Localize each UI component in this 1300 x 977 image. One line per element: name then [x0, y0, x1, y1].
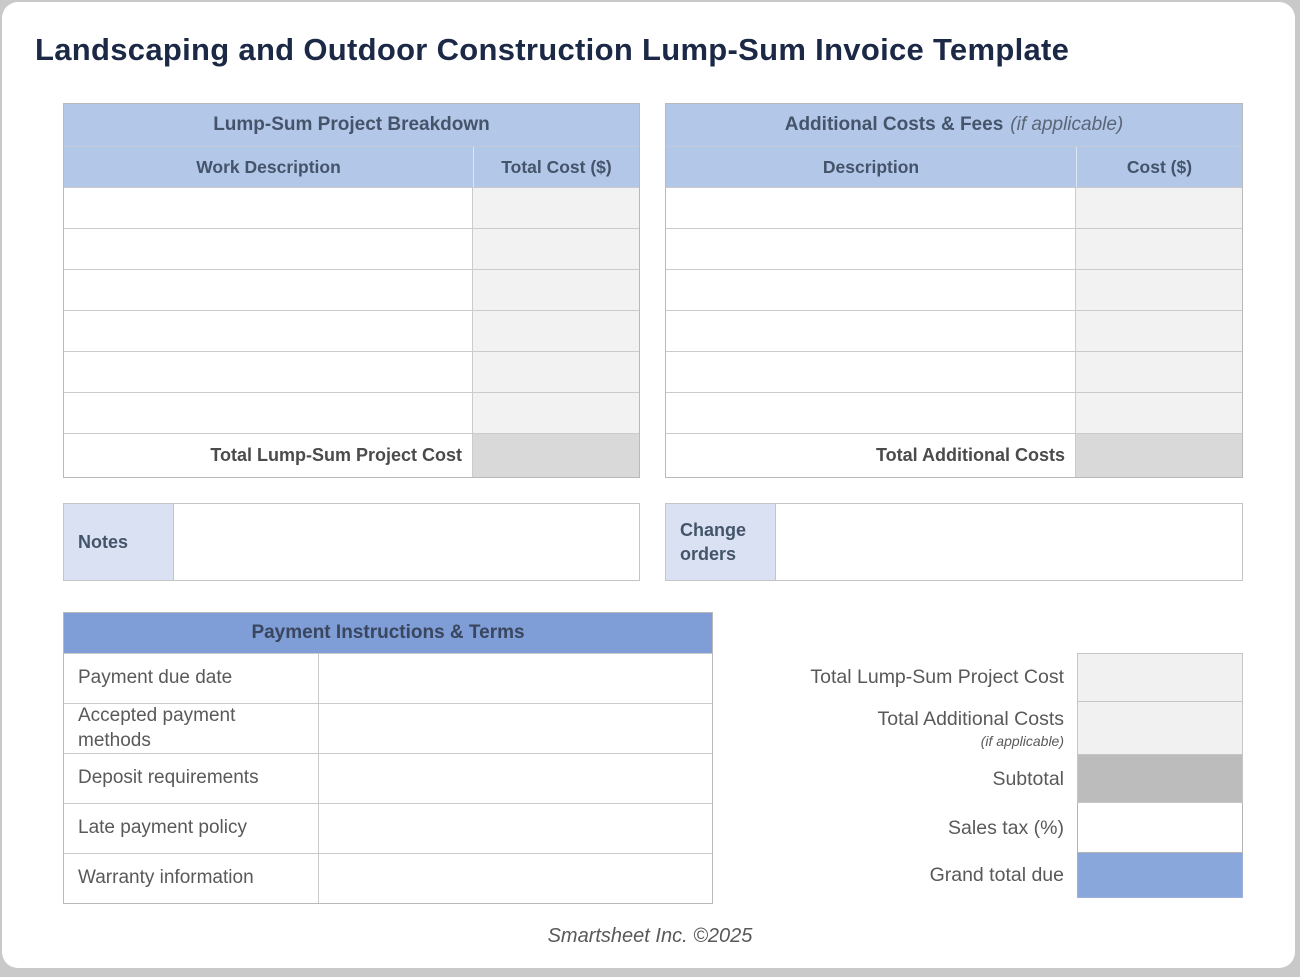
table-row — [64, 187, 639, 228]
subtotal-label — [735, 755, 1077, 803]
description-input-cell[interactable] — [666, 352, 1076, 392]
cost-input-cell[interactable] — [1076, 270, 1242, 310]
totals-row-lump-sum — [735, 653, 1243, 702]
description-input-cell[interactable] — [64, 311, 473, 351]
warranty-information-input[interactable] — [319, 854, 712, 903]
totals-lump-sum-label — [735, 653, 1077, 702]
cost-input-cell[interactable] — [473, 352, 639, 392]
subtotal-value-cell[interactable] — [1077, 755, 1243, 803]
table-row — [64, 310, 639, 351]
notes-input-area[interactable] — [174, 504, 639, 580]
description-input-cell[interactable] — [666, 270, 1076, 310]
totals-additional-label — [735, 702, 1077, 755]
totals-lump-sum-value-cell[interactable] — [1077, 653, 1243, 702]
total-cost-column-header: Total Cost ($) — [473, 147, 639, 187]
description-input-cell[interactable] — [64, 229, 473, 269]
description-column-header: Description — [822, 156, 920, 177]
additional-costs-title-note: (if applicable) — [1010, 114, 1124, 135]
additional-costs-total-value-cell[interactable] — [1076, 434, 1242, 477]
deposit-requirements-input[interactable] — [319, 754, 712, 803]
lump-sum-table-column-headers — [64, 147, 639, 187]
table-row — [64, 228, 639, 269]
lump-sum-total-row — [64, 433, 639, 477]
totals-additional-note: (if applicable) — [980, 732, 1064, 749]
totals-additional-value-cell[interactable] — [1077, 702, 1243, 755]
work-description-column-header: Work Description — [196, 156, 341, 177]
cost-input-cell[interactable] — [473, 393, 639, 433]
cost-input-cell[interactable] — [473, 270, 639, 310]
accepted-payment-methods-input[interactable] — [319, 704, 712, 753]
sales-tax-label — [735, 803, 1077, 853]
payment-terms-title: Payment Instructions & Terms — [64, 613, 712, 653]
late-payment-policy-label: Late payment policy — [64, 804, 319, 853]
cost-input-cell[interactable] — [473, 229, 639, 269]
cost-column-header: Cost ($) — [1076, 147, 1242, 187]
grand-total-label-text: Grand total due — [929, 864, 1064, 887]
table-row — [666, 310, 1242, 351]
payment-row-warranty — [64, 853, 712, 903]
totals-lump-sum-label-text: Total Lump-Sum Project Cost — [810, 666, 1064, 689]
table-row — [64, 269, 639, 310]
payment-terms-table — [63, 612, 713, 904]
totals-row-subtotal — [735, 755, 1243, 803]
table-row — [666, 392, 1242, 433]
cost-input-cell[interactable] — [1076, 229, 1242, 269]
table-row — [666, 228, 1242, 269]
additional-costs-table — [665, 103, 1243, 478]
description-input-cell[interactable] — [64, 188, 473, 228]
payment-due-date-label: Payment due date — [64, 654, 319, 703]
payment-row-accepted-methods — [64, 703, 712, 753]
payment-due-date-input[interactable] — [319, 654, 712, 703]
totals-summary — [735, 653, 1243, 898]
cost-input-cell[interactable] — [1076, 352, 1242, 392]
notes-label: Notes — [64, 504, 174, 580]
lump-sum-table — [63, 103, 640, 478]
additional-costs-table-body — [666, 187, 1242, 433]
additional-costs-column-headers — [666, 147, 1242, 187]
warranty-information-label: Warranty information — [64, 854, 319, 903]
totals-row-grand-total — [735, 853, 1243, 898]
payment-row-late-policy — [64, 803, 712, 853]
grand-total-value-cell[interactable] — [1077, 853, 1243, 898]
description-input-cell[interactable] — [666, 188, 1076, 228]
description-input-cell[interactable] — [666, 393, 1076, 433]
description-input-cell[interactable] — [64, 352, 473, 392]
table-row — [64, 392, 639, 433]
payment-row-deposit — [64, 753, 712, 803]
grand-total-label — [735, 853, 1077, 898]
notes-box — [63, 503, 640, 581]
change-orders-input-area[interactable] — [776, 504, 1242, 580]
description-input-cell[interactable] — [64, 270, 473, 310]
lump-sum-total-label: Total Lump-Sum Project Cost — [64, 434, 473, 477]
additional-costs-title-text: Additional Costs & Fees — [784, 114, 1004, 135]
totals-row-sales-tax — [735, 803, 1243, 853]
late-payment-policy-input[interactable] — [319, 804, 712, 853]
description-input-cell[interactable] — [666, 311, 1076, 351]
additional-costs-total-row — [666, 433, 1242, 477]
lump-sum-table-body — [64, 187, 639, 433]
payment-row-due-date — [64, 653, 712, 703]
change-orders-label: Change orders — [666, 504, 776, 580]
cost-input-cell[interactable] — [1076, 188, 1242, 228]
deposit-requirements-label: Deposit requirements — [64, 754, 319, 803]
additional-costs-total-label: Total Additional Costs — [666, 434, 1076, 477]
cost-input-cell[interactable] — [1076, 311, 1242, 351]
cost-input-cell[interactable] — [1076, 393, 1242, 433]
change-orders-box — [665, 503, 1243, 581]
lump-sum-total-value-cell[interactable] — [473, 434, 639, 477]
cost-input-cell[interactable] — [473, 311, 639, 351]
footer-copyright: Smartsheet Inc. ©2025 — [547, 925, 753, 947]
subtotal-label-text: Subtotal — [992, 767, 1064, 790]
additional-costs-table-title — [666, 104, 1242, 147]
description-input-cell[interactable] — [666, 229, 1076, 269]
table-row — [666, 351, 1242, 392]
sales-tax-label-text: Sales tax (%) — [948, 816, 1064, 839]
table-row — [666, 187, 1242, 228]
accepted-payment-methods-label: Accepted payment methods — [64, 704, 319, 753]
page-title: Landscaping and Outdoor Construction Lump-Sum Invoice Template — [35, 32, 1070, 67]
description-input-cell[interactable] — [64, 393, 473, 433]
table-row — [64, 351, 639, 392]
sales-tax-input-cell[interactable] — [1077, 803, 1243, 853]
lump-sum-table-title: Lump-Sum Project Breakdown — [64, 104, 639, 147]
totals-additional-label-text: Total Additional Costs — [877, 707, 1064, 730]
table-row — [666, 269, 1242, 310]
totals-row-additional — [735, 702, 1243, 755]
cost-input-cell[interactable] — [473, 188, 639, 228]
